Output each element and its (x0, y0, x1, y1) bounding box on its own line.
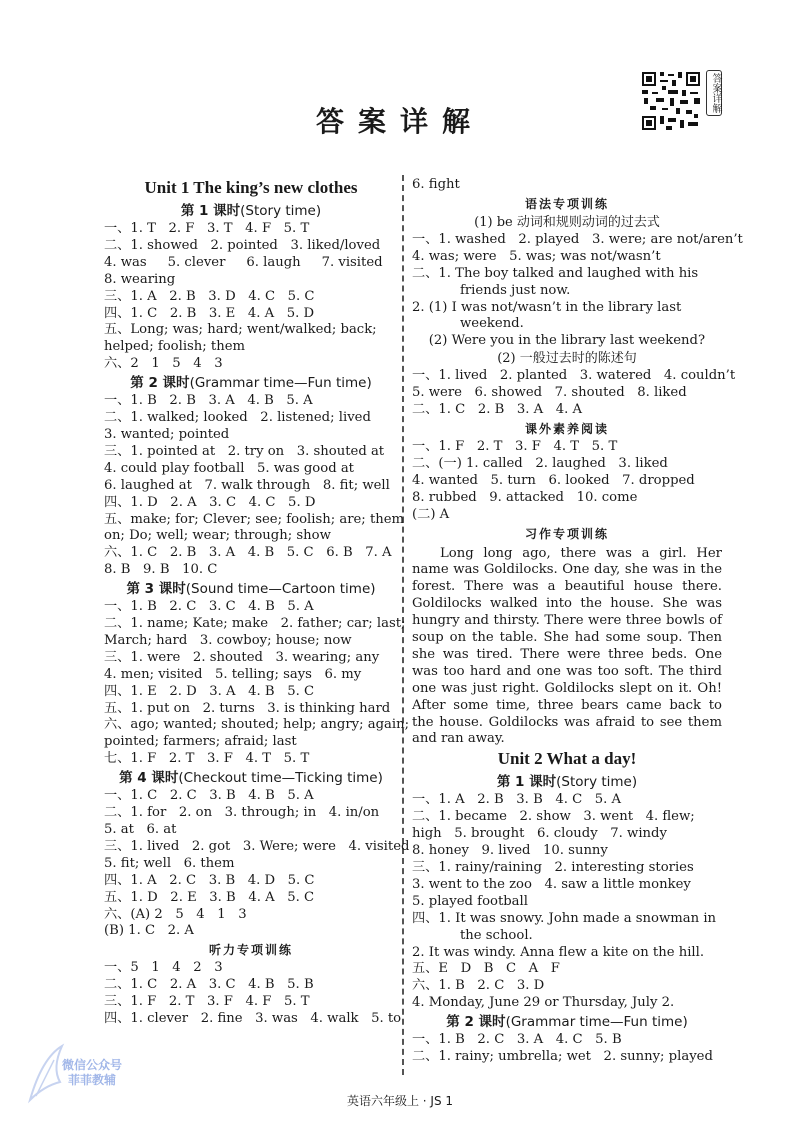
watermark-line-1: 微信公众号 (62, 1058, 123, 1072)
answer-line: 六、1. C 2. B 3. A 4. B 5. C 6. B 7. A (104, 545, 392, 561)
page-title: 答案详解 (315, 105, 484, 138)
lesson-subtitle: (Checkout time—Ticking time) (178, 770, 383, 787)
answer-line: high 5. brought 6. cloudy 7. windy (412, 826, 667, 842)
answer-line: 四、1. A 2. C 3. B 4. D 5. C (104, 872, 315, 888)
answer-line: 5. at 6. at (104, 822, 177, 837)
answer-line: 二、1. name; Kate; make 2. father; car; last; (104, 616, 406, 632)
lesson-label: 第 1 课时 (496, 774, 557, 791)
answer-line: 二、1. became 2. show 3. went 4. flew; (412, 809, 695, 825)
unit-title: Unit 2 What a day! (497, 749, 637, 769)
answer-line: 三、1. lived 2. got 3. Were; were 4. visited (104, 838, 410, 854)
answer-line: (2) Were you in the library last weekend? (412, 333, 706, 349)
qr-caption: 答案详解 (706, 70, 722, 116)
answer-line: 一、1. washed 2. played 3. were; are not/aren’t (412, 231, 743, 247)
answer-line: 七、1. F 2. T 3. F 4. T 5. T (104, 751, 310, 767)
answer-line: 三、1. A 2. B 3. D 4. C 5. C (104, 288, 315, 304)
lesson-heading (412, 772, 722, 792)
sub-heading: (2) 一般过去时的陈述句 (497, 351, 637, 367)
lesson-heading (104, 201, 398, 221)
lesson-heading (104, 768, 398, 788)
answer-line: 8. wearing (104, 271, 176, 287)
answer-line: pointed; farmers; afraid; last (104, 734, 297, 750)
right-column (412, 177, 743, 1066)
lesson-label: 第 4 课时 (119, 770, 179, 787)
left-column (104, 177, 410, 1028)
lesson-heading (412, 1012, 722, 1032)
answer-line: 三、1. rainy/raining 2. interesting stories (412, 860, 694, 875)
answer-line: 四、1. It was snowy. John made a snowman in (412, 910, 717, 926)
lesson-subtitle: (Story time) (556, 774, 638, 791)
lesson-subtitle: (Grammar time—Fun time) (189, 375, 372, 392)
section-heading: 课外素养阅读 (524, 421, 609, 436)
lesson-subtitle: (Grammar time—Fun time) (505, 1014, 688, 1031)
answer-line: 二、1. for 2. on 3. through; in 4. in/on (104, 805, 380, 821)
watermark-line-2: 菲菲教辅 (68, 1073, 117, 1087)
answer-line: 4. could play football 5. was good at (104, 460, 354, 476)
answer-line-continued: weekend. (460, 316, 524, 332)
answer-line: 3. wanted; pointed (104, 426, 230, 442)
answer-line: 一、1. C 2. C 3. B 4. B 5. A (104, 788, 314, 804)
answer-line: 3. went to the zoo 4. saw a little monkey (412, 876, 691, 892)
answer-line: 一、5 1 4 2 3 (104, 960, 223, 976)
answer-line: 一、1. A 2. B 3. B 4. C 5. A (412, 792, 622, 808)
answer-line: 六、ago; wanted; shouted; help; angry; again; (104, 717, 410, 733)
answer-line: 5. fit; well 6. them (104, 855, 235, 871)
answer-line: 二、1. rainy; umbrella; wet 2. sunny; played (412, 1049, 713, 1065)
answer-line: 5. played football (412, 893, 528, 909)
answer-line: 六、(A) 2 5 4 1 3 (104, 906, 247, 922)
watermark-text (62, 1058, 122, 1088)
answer-line: 五、make; for; Clever; see; foolish; are; them (104, 511, 405, 527)
answer-line: 三、1. F 2. T 3. F 4. F 5. T (104, 994, 310, 1010)
answer-line: on; Do; well; wear; through; show (104, 528, 331, 544)
essay-paragraph: Long long ago, there was a girl. Her name was Goldilocks. One day, she was in the forest. There was a beautiful house there. Goldilocks walked into the house. She was hungry and thirsty. There were three bowls of soup on the table. She had some soup. Then she was tired. There were three beds. One was too hard and one was too soft. The third one was just right. Goldilocks slept on it. Oh! After some time, three bears came back to the house. Goldilocks was afraid to see them and ran away. (412, 545, 722, 747)
answer-line-continued: friends just now. (460, 282, 571, 298)
lesson-heading (104, 579, 398, 599)
answer-line: 一、1. B 2. C 3. A 4. C 5. B (412, 1032, 622, 1048)
answer-line: 6. laughed at 7. walk through 8. fit; well (104, 477, 390, 493)
answer-line: 二、1. The boy talked and laughed with his (412, 265, 699, 281)
lesson-label: 第 3 课时 (126, 581, 186, 598)
answer-line: 6. fight (412, 177, 460, 192)
answer-line: 二、(一) 1. called 2. laughed 3. liked (412, 455, 668, 471)
answer-line: 4. wanted 5. turn 6. looked 7. dropped (412, 472, 695, 488)
lesson-label: 第 1 课时 (180, 203, 241, 219)
answer-line: 六、1. B 2. C 3. D (412, 978, 545, 994)
answer-line: 五、1. D 2. E 3. B 4. A 5. C (104, 889, 315, 905)
answer-line: 5. were 6. showed 7. shouted 8. liked (412, 385, 687, 401)
answer-line: 4. was; were 5. was; was not/wasn’t (412, 248, 661, 264)
answer-line: 二、1. C 2. A 3. C 4. B 5. B (104, 977, 314, 993)
lesson-heading (104, 373, 398, 393)
section-heading: 习作专项训练 (524, 526, 609, 541)
answer-line: 三、1. pointed at 2. try on 3. shouted at (104, 443, 385, 459)
answer-line: 四、1. clever 2. fine 3. was 4. walk 5. to (104, 1011, 402, 1027)
answer-line: 五、Long; was; hard; went/walked; back; (104, 322, 377, 338)
qr-code-icon[interactable] (640, 70, 702, 132)
answer-line: 8. honey 9. lived 10. sunny (412, 843, 608, 859)
answer-line: 4. men; visited 5. telling; says 6. my (104, 666, 362, 682)
answer-line: 一、1. B 2. B 3. A 4. B 5. A (104, 393, 313, 409)
answer-line: 8. rubbed 9. attacked 10. come (412, 489, 638, 505)
unit-title: Unit 1 The king’s new clothes (144, 178, 358, 197)
sub-heading: (1) be 动词和规则动词的过去式 (474, 214, 660, 230)
answer-line: (B) 1. C 2. A (104, 923, 194, 939)
answer-line: 一、1. B 2. C 3. C 4. B 5. A (104, 599, 314, 615)
answer-line: helped; foolish; them (104, 339, 246, 355)
page-footer: 英语六年级上 · JS 1 (346, 1094, 454, 1108)
lesson-subtitle: (Sound time—Cartoon time) (185, 581, 376, 598)
answer-line: 二、1. showed 2. pointed 3. liked/loved (104, 237, 381, 253)
answer-line: (二) A (412, 506, 450, 522)
lesson-subtitle: (Story time) (240, 203, 322, 219)
answer-line: 六、2 1 5 4 3 (104, 356, 223, 372)
answer-line: 8. B 9. B 10. C (104, 562, 218, 578)
answer-line: 一、1. F 2. T 3. F 4. T 5. T (412, 438, 618, 454)
answer-line: 2. It was windy. Anna flew a kite on the hill. (412, 944, 705, 960)
answer-line-continued: the school. (460, 927, 533, 943)
answer-line: March; hard 3. cowboy; house; now (104, 632, 352, 648)
answer-line: 四、1. E 2. D 3. A 4. B 5. C (104, 683, 315, 699)
answer-line: 五、E D B C A F (412, 961, 560, 977)
lesson-label: 第 2 课时 (446, 1014, 506, 1031)
answer-line: 4. Monday, June 29 or Thursday, July 2. (412, 995, 675, 1011)
answer-line: 三、1. were 2. shouted 3. wearing; any (104, 649, 380, 665)
answer-line: 五、1. put on 2. turns 3. is thinking hard (104, 700, 391, 716)
section-heading: 语法专项训练 (524, 196, 609, 211)
lesson-label: 第 2 课时 (130, 375, 190, 392)
answer-line: 2. (1) I was not/wasn’t in the library last (412, 299, 682, 315)
answer-line: 4. was 5. clever 6. laugh 7. visited (104, 254, 383, 270)
answer-line: 四、1. D 2. A 3. C 4. C 5. D (104, 494, 316, 510)
answer-line: 二、1. C 2. B 3. A 4. A (412, 402, 583, 418)
answer-line: 一、1. T 2. F 3. T 4. F 5. T (104, 221, 310, 236)
answer-line: 二、1. walked; looked 2. listened; lived (104, 410, 371, 426)
section-heading: 听力专项训练 (208, 943, 293, 958)
answer-line: 一、1. lived 2. planted 3. watered 4. couldn’t (412, 368, 736, 384)
answer-line: 四、1. C 2. B 3. E 4. A 5. D (104, 305, 315, 321)
